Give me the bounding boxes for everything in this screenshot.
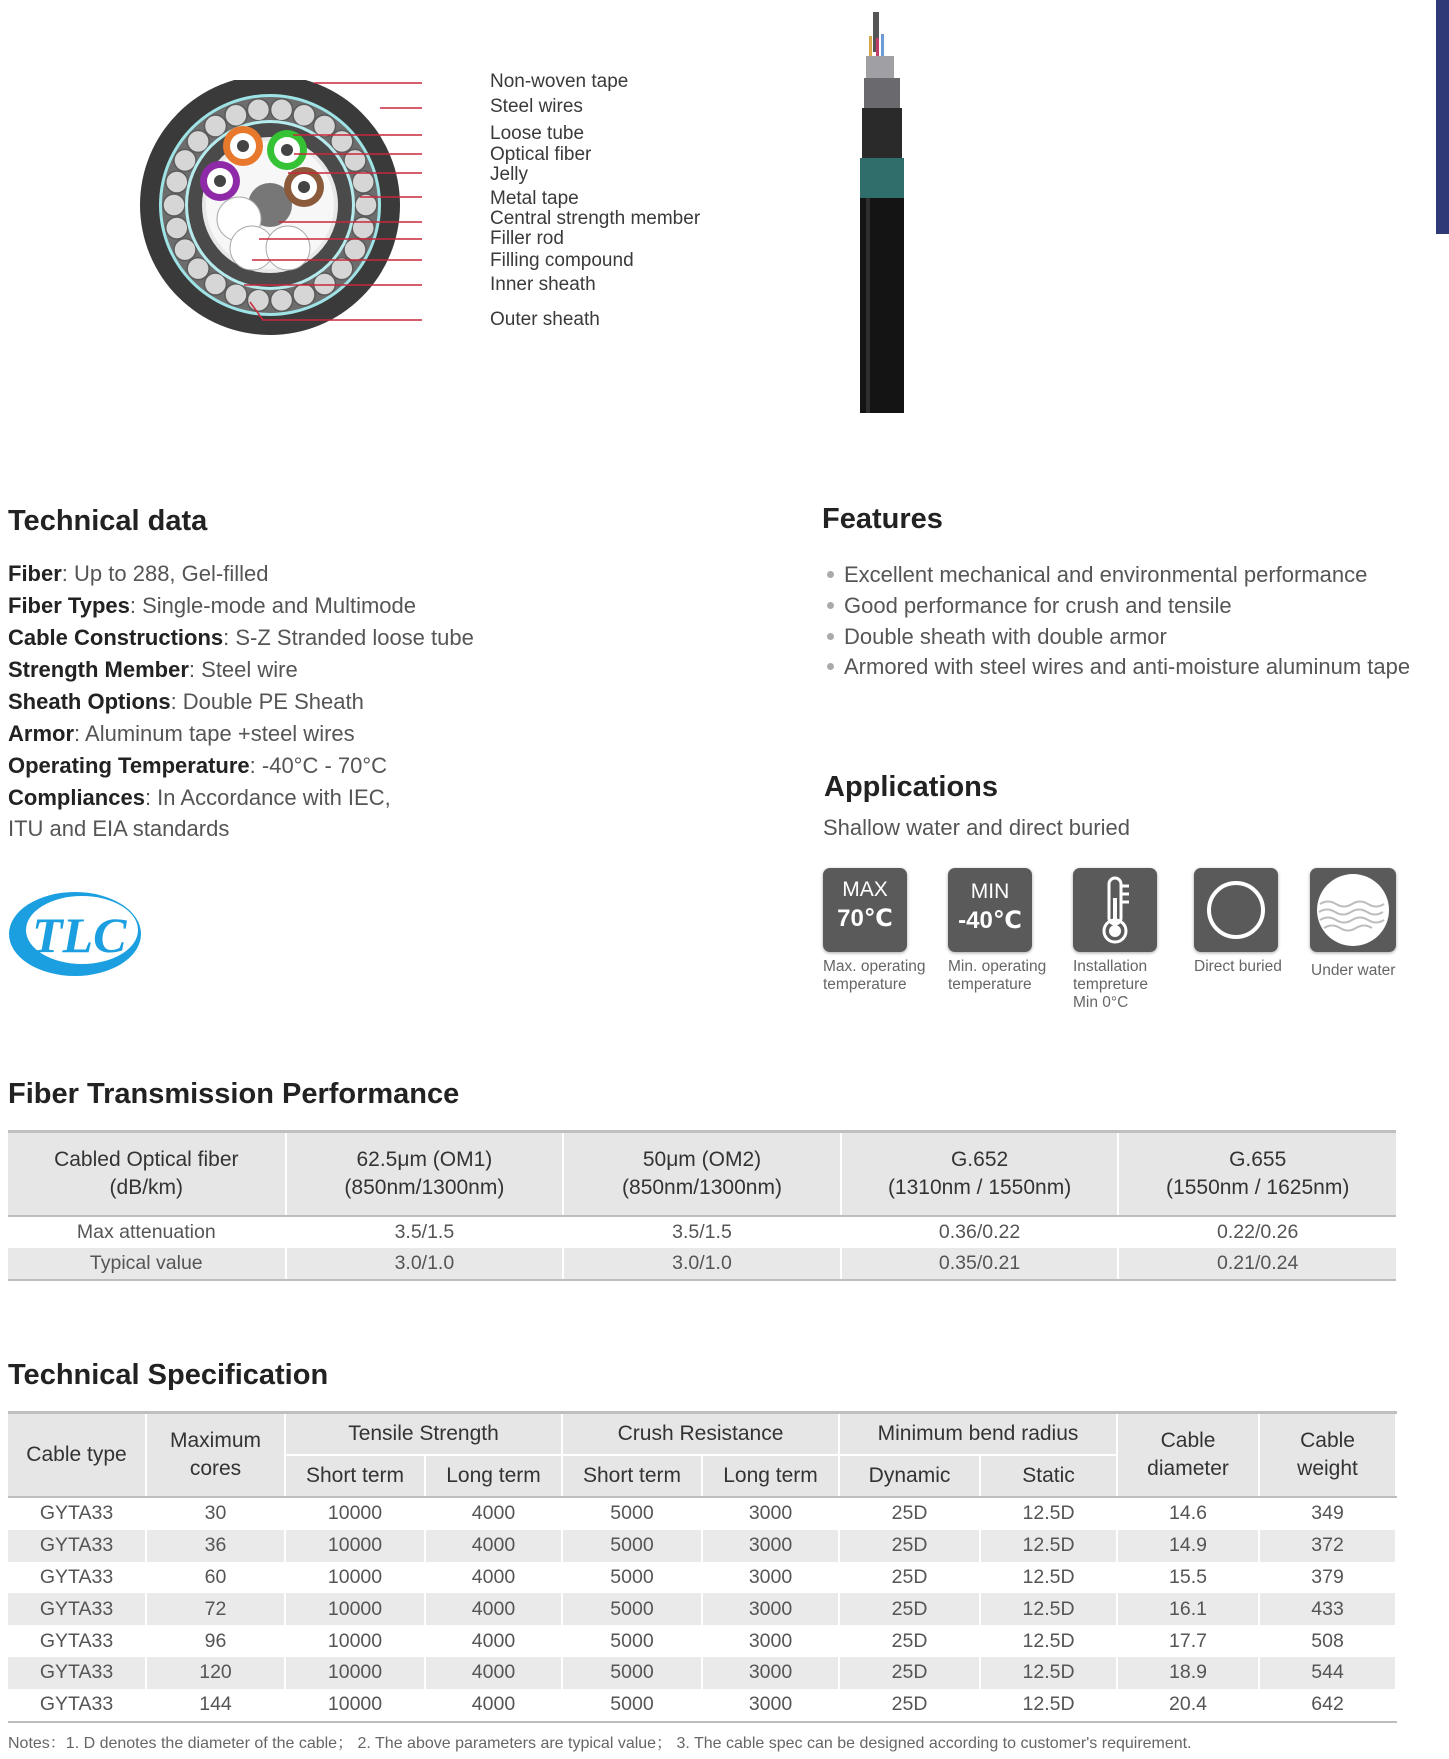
table-cell: Typical value: [8, 1248, 286, 1280]
table-cell: 25D: [839, 1689, 980, 1722]
table-cell: 4000: [425, 1625, 562, 1657]
table-cell: 60: [146, 1562, 285, 1594]
table-cell: 3.0/1.0: [563, 1248, 841, 1280]
table-cell: 17.7: [1117, 1625, 1259, 1657]
table-cell: 10000: [285, 1562, 425, 1594]
label-optical-fiber: Optical fiber: [490, 144, 592, 165]
table-cell: 372: [1259, 1530, 1396, 1562]
table-cell: 18.9: [1117, 1657, 1259, 1689]
table-cell: 25D: [839, 1657, 980, 1689]
label-inner-sheath: Inner sheath: [490, 274, 596, 295]
caption-min-temperature: Min. operating temperature: [948, 958, 1047, 993]
spec-header-bend-radius: Minimum bend radius: [839, 1413, 1117, 1456]
table-cell: 120: [146, 1657, 285, 1689]
accent-bar: [1436, 0, 1449, 234]
technical-data-title: Technical data: [8, 505, 208, 537]
tech-item-sheath-options: Sheath Options: Double PE Sheath: [8, 689, 364, 714]
technical-specification-table: [8, 1411, 1397, 1723]
tech-item-compliances: Compliances: In Accordance with IEC,: [8, 785, 391, 810]
table-row: [8, 1562, 1396, 1594]
notes: Notes：1. D denotes the diameter of the cable； 2. The above parameters are typical value； 3. The cable spec can be designed according to customer's requirement.: [8, 1735, 1192, 1752]
table-cell: 3.5/1.5: [286, 1216, 564, 1248]
feature-item: Armored with steel wires and anti-moisture aluminum tape: [827, 654, 1410, 680]
perf-header-om2: 50μm (OM2) (850nm/1300nm): [563, 1132, 841, 1217]
table-cell: GYTA33: [8, 1497, 146, 1530]
max-temperature-icon: MAX 70℃: [823, 868, 907, 952]
tech-item-fiber-types: Fiber Types: Single-mode and Multimode: [8, 593, 417, 618]
table-cell: 5000: [562, 1657, 702, 1689]
table-cell: 25D: [839, 1593, 980, 1625]
table-cell: 25D: [839, 1497, 980, 1530]
table-cell: 72: [146, 1593, 285, 1625]
table-cell: 14.6: [1117, 1497, 1259, 1530]
spec-header-max-cores: Maximum cores: [146, 1413, 285, 1498]
table-row: [8, 1530, 1396, 1562]
table-row: [8, 1497, 1396, 1530]
spec-header-tensile-strength: Tensile Strength: [285, 1413, 562, 1456]
table-cell: GYTA33: [8, 1689, 146, 1722]
table-cell: 20.4: [1117, 1689, 1259, 1722]
circle-icon: [1194, 868, 1278, 952]
table-row: [8, 1657, 1396, 1689]
table-cell: 12.5D: [980, 1530, 1117, 1562]
tech-item-operating-temperature: Operating Temperature: -40°C - 70°C: [8, 753, 388, 778]
table-cell: 4000: [425, 1657, 562, 1689]
table-cell: GYTA33: [8, 1530, 146, 1562]
table-cell: 3000: [702, 1625, 839, 1657]
caption-installation-temperature: Installation tempreture Min 0°C: [1073, 958, 1148, 1011]
table-cell: 14.9: [1117, 1530, 1259, 1562]
bullet-icon: [827, 663, 834, 670]
table-cell: 4000: [425, 1689, 562, 1722]
spec-subheader-tensile-short: Short term: [285, 1455, 425, 1497]
tech-item-compliances-continued: ITU and EIA standards: [8, 816, 230, 841]
table-cell: 4000: [425, 1593, 562, 1625]
table-cell: GYTA33: [8, 1657, 146, 1689]
thermometer-icon: [1073, 868, 1157, 952]
label-loose-tube: Loose tube: [490, 123, 585, 144]
caption-under-water: Under water: [1311, 962, 1396, 979]
label-filling-compound: Filling compound: [490, 250, 634, 271]
table-row: [8, 1625, 1396, 1657]
table-cell: 3000: [702, 1689, 839, 1722]
table-cell: 5000: [562, 1530, 702, 1562]
tlc-logo: [8, 890, 143, 978]
spec-subheader-crush-long: Long term: [702, 1455, 839, 1497]
table-cell: 25D: [839, 1530, 980, 1562]
table-cell: 3000: [702, 1530, 839, 1562]
table-cell: 3000: [702, 1657, 839, 1689]
table-cell: 544: [1259, 1657, 1396, 1689]
table-row: [8, 1216, 1396, 1248]
tech-item-armor: Armor: Aluminum tape +steel wires: [8, 721, 355, 746]
label-jelly: Jelly: [490, 164, 529, 185]
table-cell: 4000: [425, 1562, 562, 1594]
cable-cross-section-diagram: [140, 80, 780, 390]
fiber-performance-title: Fiber Transmission Performance: [8, 1078, 460, 1110]
label-metal-tape: Metal tape: [490, 188, 579, 209]
label-filler-rod: Filler rod: [490, 228, 564, 249]
table-cell: 349: [1259, 1497, 1396, 1530]
table-cell: 15.5: [1117, 1562, 1259, 1594]
table-cell: 0.35/0.21: [841, 1248, 1119, 1280]
perf-header-g652: G.652 (1310nm / 1550nm): [841, 1132, 1119, 1217]
table-cell: 5000: [562, 1497, 702, 1530]
table-cell: 508: [1259, 1625, 1396, 1657]
tech-item-strength-member: Strength Member: Steel wire: [8, 657, 298, 682]
feature-item: Excellent mechanical and environmental performance: [827, 562, 1367, 588]
table-cell: 10000: [285, 1625, 425, 1657]
table-cell: GYTA33: [8, 1562, 146, 1594]
table-cell: 36: [146, 1530, 285, 1562]
fiber-performance-table: [8, 1130, 1396, 1281]
table-cell: 3000: [702, 1593, 839, 1625]
table-cell: 12.5D: [980, 1689, 1117, 1722]
table-cell: 433: [1259, 1593, 1396, 1625]
label-non-woven-tape: Non-woven tape: [490, 71, 629, 92]
spec-header-cable-diameter: Cable diameter: [1117, 1413, 1259, 1498]
table-cell: 3.5/1.5: [563, 1216, 841, 1248]
table-cell: GYTA33: [8, 1593, 146, 1625]
spec-header-cable-type: Cable type: [8, 1413, 146, 1498]
technical-specification-title: Technical Specification: [8, 1359, 329, 1391]
logo-text: TLC: [32, 907, 127, 963]
table-cell: 12.5D: [980, 1625, 1117, 1657]
perf-header-om1: 62.5μm (OM1) (850nm/1300nm): [286, 1132, 564, 1217]
applications-text: Shallow water and direct buried: [823, 815, 1130, 840]
caption-direct-buried: Direct buried: [1194, 958, 1282, 975]
label-outer-sheath: Outer sheath: [490, 309, 600, 330]
tech-item-cable-constructions: Cable Constructions: S-Z Stranded loose tube: [8, 625, 474, 650]
cable-side-view-image: [840, 8, 920, 413]
spec-subheader-tensile-long: Long term: [425, 1455, 562, 1497]
table-cell: 10000: [285, 1657, 425, 1689]
table-cell: 30: [146, 1497, 285, 1530]
tech-item-fiber: Fiber: Up to 288, Gel-filled: [8, 561, 269, 586]
table-cell: 4000: [425, 1497, 562, 1530]
table-row: [8, 1689, 1396, 1722]
table-cell: 12.5D: [980, 1593, 1117, 1625]
table-cell: Max attenuation: [8, 1216, 286, 1248]
table-cell: 25D: [839, 1562, 980, 1594]
table-cell: 5000: [562, 1593, 702, 1625]
table-cell: 12.5D: [980, 1562, 1117, 1594]
table-cell: 10000: [285, 1530, 425, 1562]
table-cell: 16.1: [1117, 1593, 1259, 1625]
spec-subheader-static: Static: [980, 1455, 1117, 1497]
table-cell: 5000: [562, 1689, 702, 1722]
spec-header-cable-weight: Cable weight: [1259, 1413, 1396, 1498]
table-cell: 3000: [702, 1562, 839, 1594]
table-cell: 3000: [702, 1497, 839, 1530]
table-cell: 0.22/0.26: [1217, 1221, 1299, 1243]
spec-subheader-crush-short: Short term: [562, 1455, 702, 1497]
bullet-icon: [827, 571, 834, 578]
label-central-strength-member: Central strength member: [490, 208, 701, 229]
table-cell: 642: [1259, 1689, 1396, 1722]
bullet-icon: [827, 633, 834, 640]
table-cell: 0.21/0.24: [1118, 1248, 1396, 1280]
min-temperature-icon: MIN -40℃: [948, 868, 1032, 952]
bullet-icon: [827, 602, 834, 609]
table-row: [8, 1248, 1396, 1280]
table-cell: 144: [146, 1689, 285, 1722]
table-cell: 0.36/0.22: [841, 1216, 1119, 1248]
feature-item: Double sheath with double armor: [827, 624, 1167, 650]
table-cell: GYTA33: [8, 1625, 146, 1657]
perf-header-g655: G.655 (1550nm / 1625nm): [1118, 1132, 1396, 1217]
table-cell: 10000: [285, 1497, 425, 1530]
table-row: [8, 1593, 1396, 1625]
table-cell: 12.5D: [980, 1497, 1117, 1530]
applications-title: Applications: [824, 771, 999, 803]
table-cell: 4000: [425, 1530, 562, 1562]
table-cell: 10000: [285, 1689, 425, 1722]
table-cell: 379: [1259, 1562, 1396, 1594]
table-cell: 12.5D: [980, 1657, 1117, 1689]
table-cell: 25D: [839, 1625, 980, 1657]
spec-header-crush-resistance: Crush Resistance: [562, 1413, 839, 1456]
table-cell: 5000: [562, 1562, 702, 1594]
label-steel-wires: Steel wires: [490, 96, 583, 117]
features-title: Features: [822, 503, 943, 535]
perf-header-cabled-fiber: Cabled Optical fiber (dB/km): [8, 1132, 286, 1217]
table-cell: 5000: [562, 1625, 702, 1657]
spec-subheader-dynamic: Dynamic: [839, 1455, 980, 1497]
table-cell: 96: [146, 1625, 285, 1657]
feature-item: Good performance for crush and tensile: [827, 593, 1232, 619]
table-cell: 10000: [285, 1593, 425, 1625]
table-cell: 3.0/1.0: [286, 1248, 564, 1280]
caption-max-temperature: Max. operating temperature: [823, 958, 926, 993]
water-waves-icon: [1310, 868, 1396, 952]
